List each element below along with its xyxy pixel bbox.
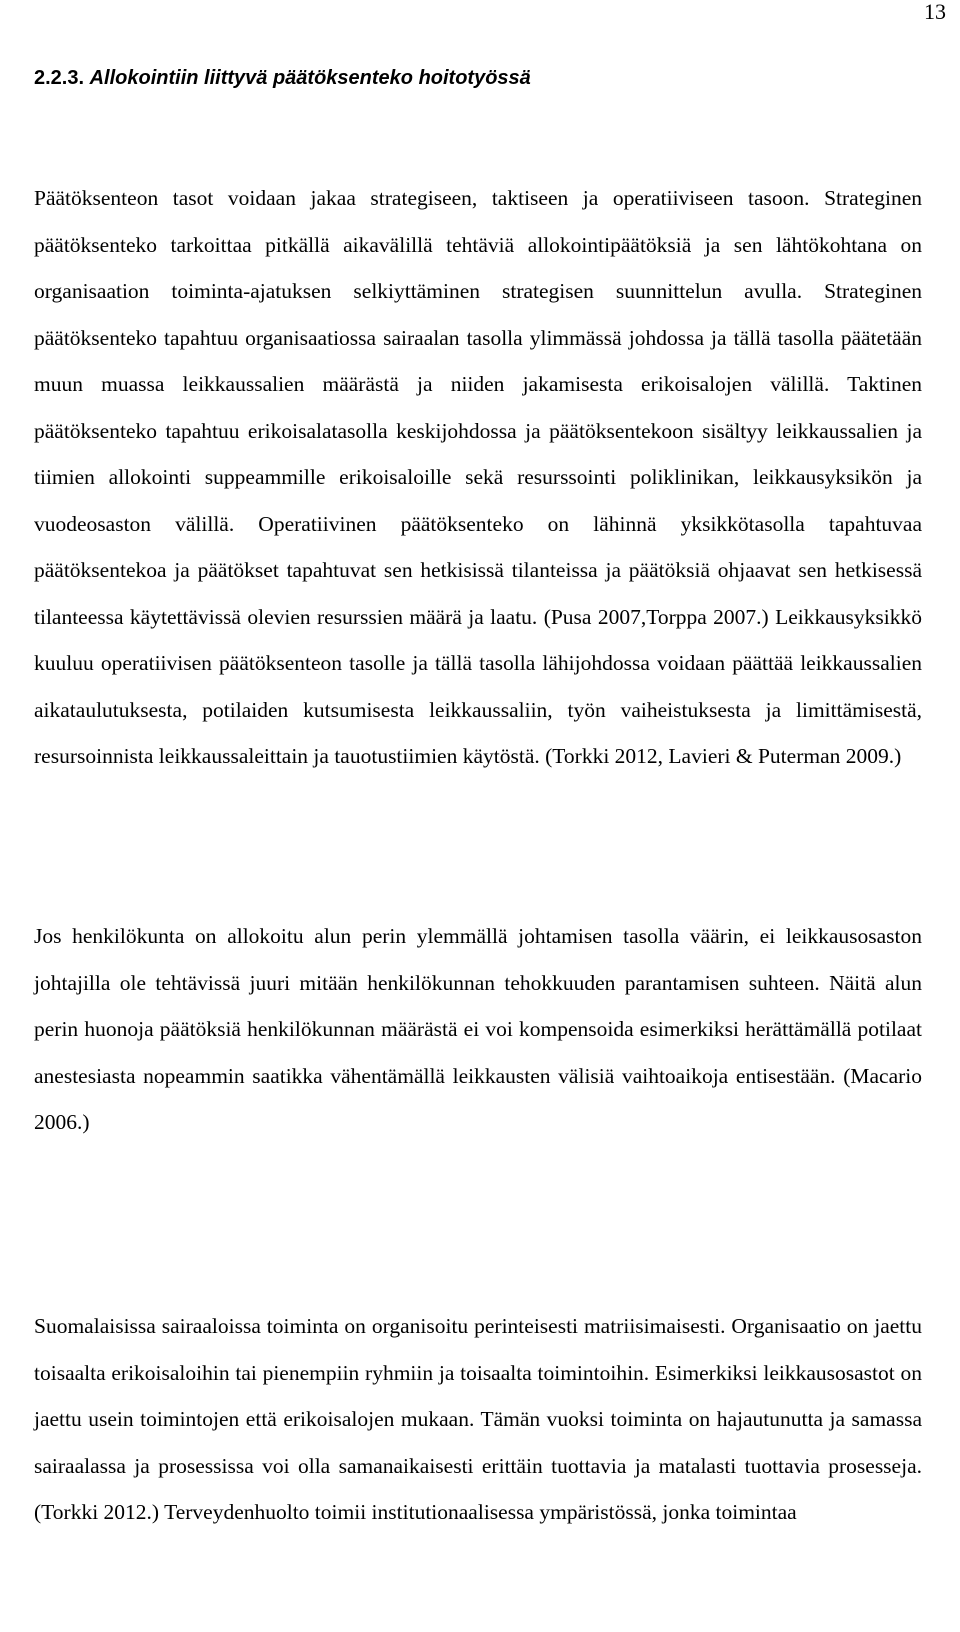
section-heading — [34, 66, 531, 90]
body-paragraph: Suomalaisissa sairaaloissa toiminta on organisoitu perinteisesti matriisimaisesti. Organisaatio on jaettu toisaalta erikoisaloihin tai pienempiin ryhmiin ja toisaalta toimintoihin. Esimerkiksi leikkausosastot on jaettu usein toimintojen että erikoisalojen mukaan. Tämän vuoksi toiminta on hajautunutta ja samassa sairaalassa ja prosessissa voi olla samanaikaisesti erittäin tuottavia ja matalasti tuottavia prosesseja. (Torkki 2012.) Terveydenhuolto toimii institutionaalisessa ympäristössä, jonka toimintaa — [34, 1314, 922, 1524]
section-title: Allokointiin liittyvä päätöksenteko hoitotyössä — [89, 67, 531, 89]
body-paragraph: Päätöksenteon tasot voidaan jakaa strategiseen, taktiseen ja operatiiviseen tasoon. Strateginen päätöksenteko tarkoittaa pitkällä aikavälillä tehtäviä allokointipäätöksiä ja sen lähtökohtana on organisaation toiminta-ajatuksen selkiyttäminen strategisen suunnittelun avulla. Strateginen päätöksenteko tapahtuu organisaatiossa sairaalan tasolla ylimmässä johdossa ja tällä tasolla päätetään muun muassa leikkaussalien määrästä ja niiden jakamisesta erikoisalojen välillä. Taktinen päätöksenteko tapahtuu erikoisalatasolla keskijohdossa ja päätöksentekoon sisältyy leikkaussalien ja tiimien allokointi suppeammille erikoisaloille sekä resurssointi poliklinikan, leikkausyksikön ja vuodeosaston välillä. Operatiivinen päätöksenteko on lähinnä yksikkötasolla tapahtuvaa päätöksentekoa ja päätökset tapahtuvat sen hetkisissä tilanteissa ja päätöksiä ohjaavat sen hetkisessä tilanteessa käytettävissä olevien resurssien määrä ja laatu. (Pusa 2007,Torppa 2007.) Leikkausyksikkö kuuluu operatiivisen päätöksenteon tasolle ja tällä tasolla lähijohdossa voidaan päättää leikkaussalien aikataulutuksesta, potilaiden kutsumisesta leikkaussaliin, työn vaiheistuksesta ja limittämisestä, resursoinnista leikkaussaleittain ja tauotustiimien käytöstä. (Torkki 2012, Lavieri & Puterman 2009.) — [34, 186, 922, 768]
section-number: 2.2.3. — [34, 67, 85, 89]
page-number: 13 — [924, 0, 946, 24]
body-paragraph: Jos henkilökunta on allokoitu alun perin ylemmällä johtamisen tasolla väärin, ei leikkausosaston johtajilla ole tehtävissä juuri mitään henkilökunnan tehokkuuden parantamisen suhteen. Näitä alun perin huonoja päätöksiä henkilökunnan määrästä ei voi kompensoida esimerkiksi herättämällä potilaat anestesiasta nopeammin saatikka vähentämällä leikkausten välisiä vaihtoaikoja entisestään. (Macario 2006.) — [34, 924, 922, 1134]
